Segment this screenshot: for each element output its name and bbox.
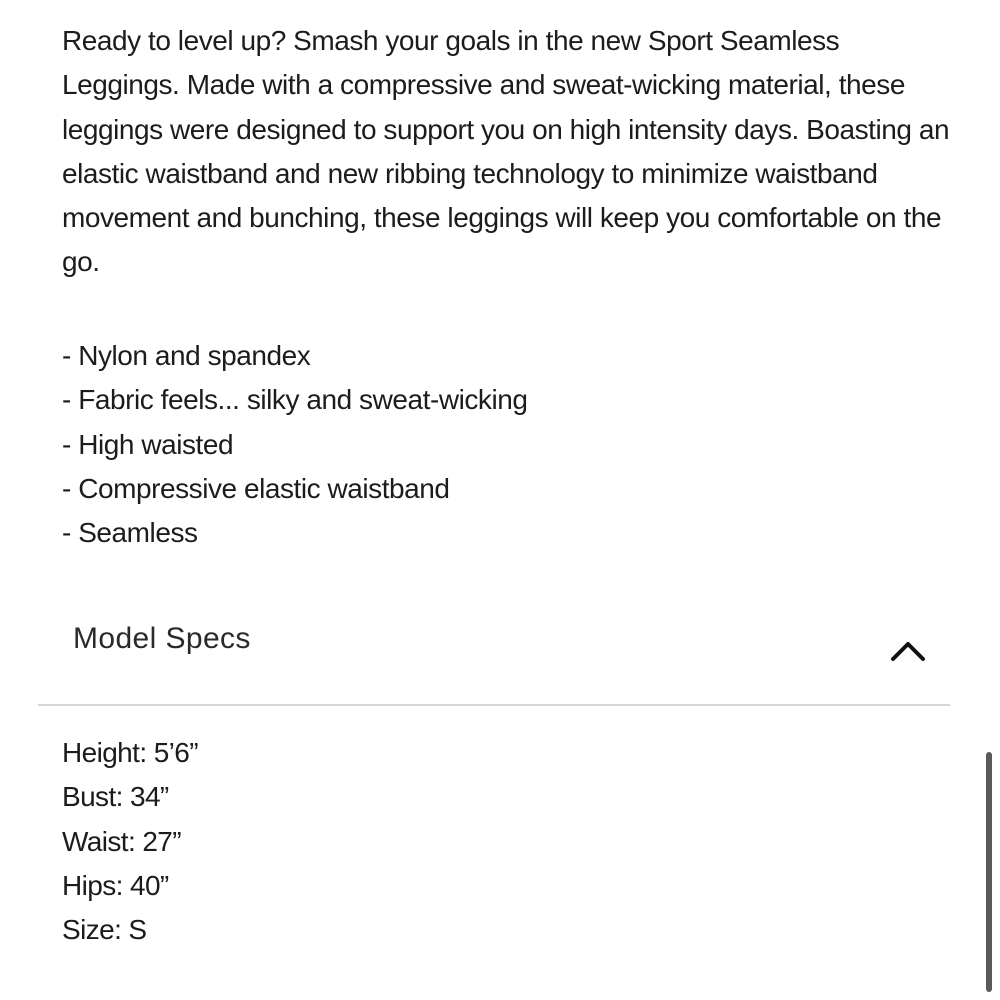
feature-item: - Compressive elastic waistband (62, 472, 450, 504)
chevron-up-icon[interactable] (890, 638, 926, 662)
spec-item: Height: 5’6” (62, 737, 198, 768)
spec-item: Waist: 27” (62, 825, 181, 857)
spec-item: Hips: 40” (62, 869, 169, 901)
model-specs-accordion-header[interactable] (38, 600, 950, 706)
feature-list (62, 334, 527, 555)
scrollbar[interactable] (986, 752, 992, 992)
model-specs-title: Model Specs (73, 622, 251, 655)
feature-item: - Nylon and spandex (62, 340, 311, 371)
feature-item: - High waisted (62, 428, 234, 460)
model-specs-list (62, 731, 198, 952)
spec-item: Size: S (62, 914, 147, 946)
feature-item: - Seamless (62, 517, 198, 549)
product-description: Ready to level up? Smash your goals in the new Sport Seamless Leggings. Made with a compressive and sweat-wicking material, these leggings were designed to support you on high intensity days. Boasting an elastic waistband and new ribbing technology to minimize waistband movement and bunching, these leggings will keep you comfortable on the go. (62, 25, 950, 278)
spec-item: Bust: 34” (62, 781, 169, 813)
feature-item: - Fabric feels... silky and sweat-wicking (62, 384, 528, 416)
